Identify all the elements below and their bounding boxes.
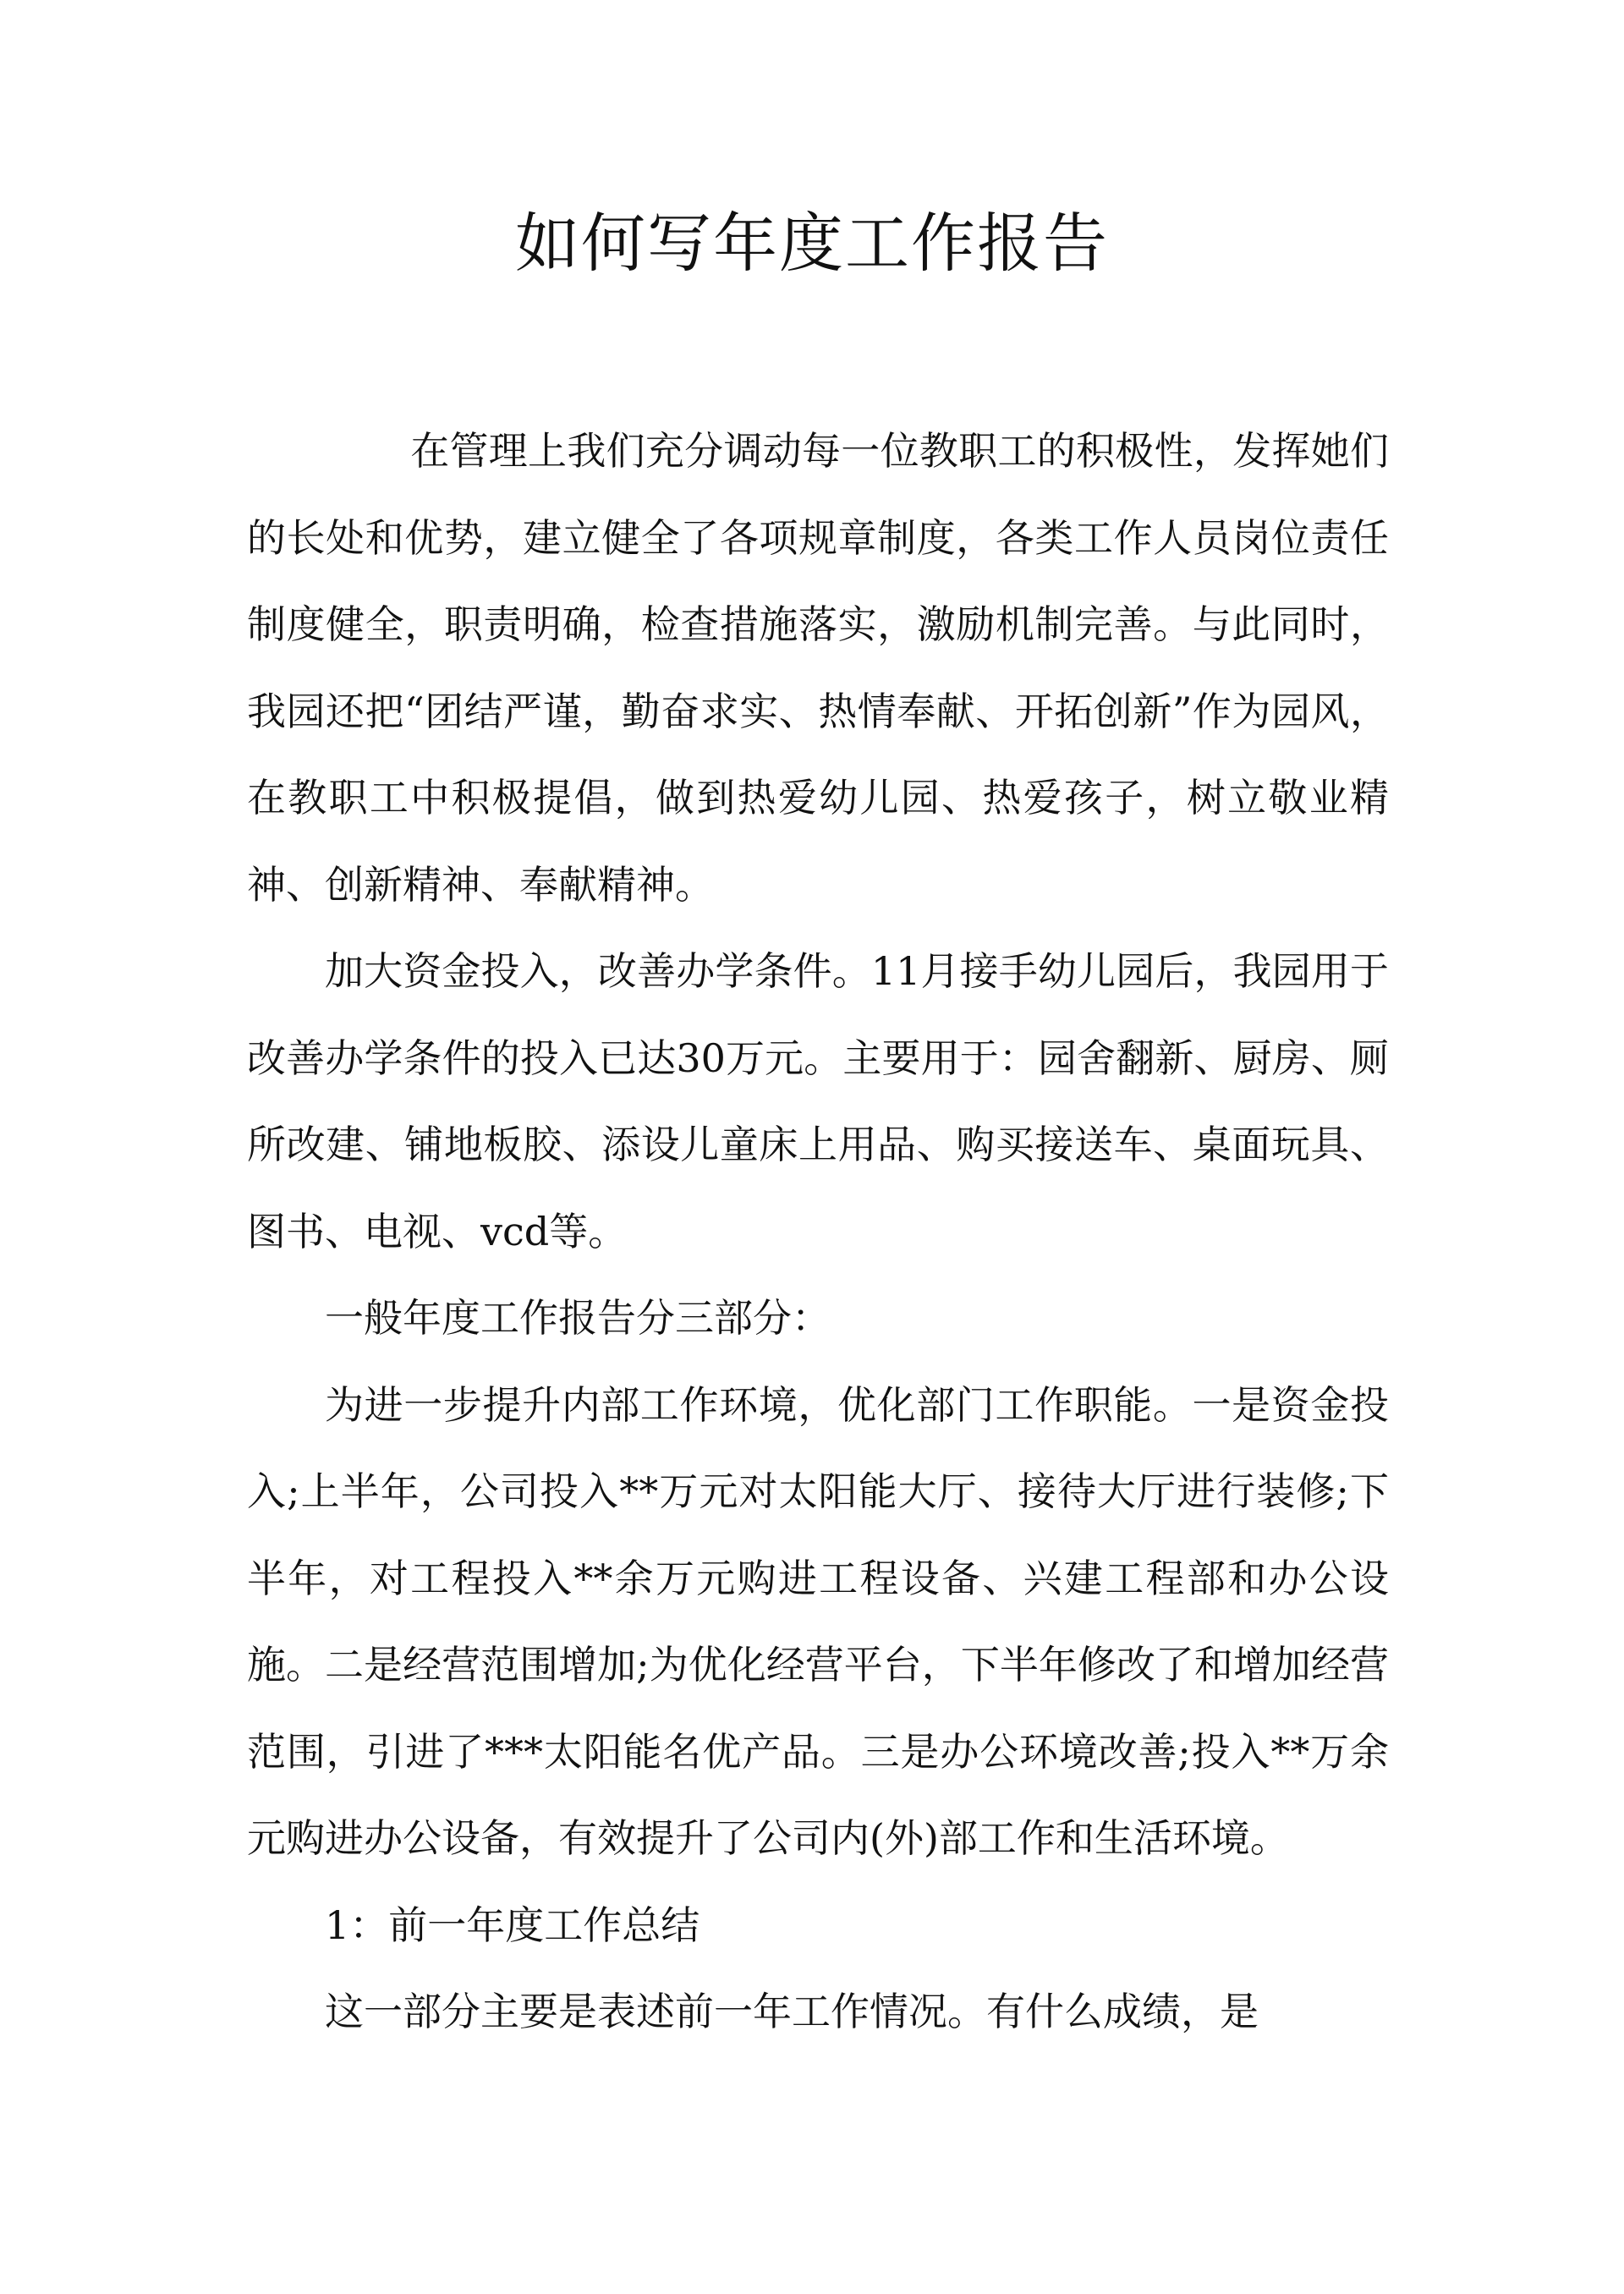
paragraph-work-environment: 为进一步提升内部工作环境，优化部门工作职能。一是资金投入;上半年，公司投入**万元对太阳能大厅、接待大厅进行装修;下半年，对工程投入**余万元购进工程设备、兴建工程部和办公设施。二是经营范围增加;为优化经营平台，下半年修改了和增加经营范围，引进了***太阳能名优产品。三是办公环境改善;投入**万余元购进办公设备，有效提升了公司内(外)部工作和生活环境。 [247,1381,1389,1861]
document-body [247,408,1389,2055]
document-title: 如何写年度工作报告 [515,206,1109,281]
paragraph-report-structure: 一般年度工作报告分三部分： [325,1295,831,1341]
paragraph-management: 在管理上我们充分调动每一位教职工的积极性，发挥她们的长处和优势，建立健全了各项规章制度，各类工作人员岗位责任制度健全，职责明确，检查措施落实，激励机制完善。与此同时，我园还把“团结严谨，勤奋求实、热情奉献、开拓创新”作为园风，在教职工中积极提倡，做到热爱幼儿园、热爱孩子，树立敬业精神、创新精神、奉献精神。 [247,428,1389,908]
paragraph-section-heading: 1：前一年度工作总结 [325,1902,700,1948]
paragraph-section-intro: 这一部分主要是表述前一年工作情况。有什么成绩，是 [325,1989,1259,2034]
paragraph-funding: 加大资金投入，改善办学条件。11月接手幼儿园后，我园用于改善办学条件的投入已达30万元。主要用于：园舍翻新、厨房、厕所改建、铺地板胶、添设儿童床上用品、购买接送车、桌面玩具、图书、电视、vcd等。 [247,948,1389,1254]
